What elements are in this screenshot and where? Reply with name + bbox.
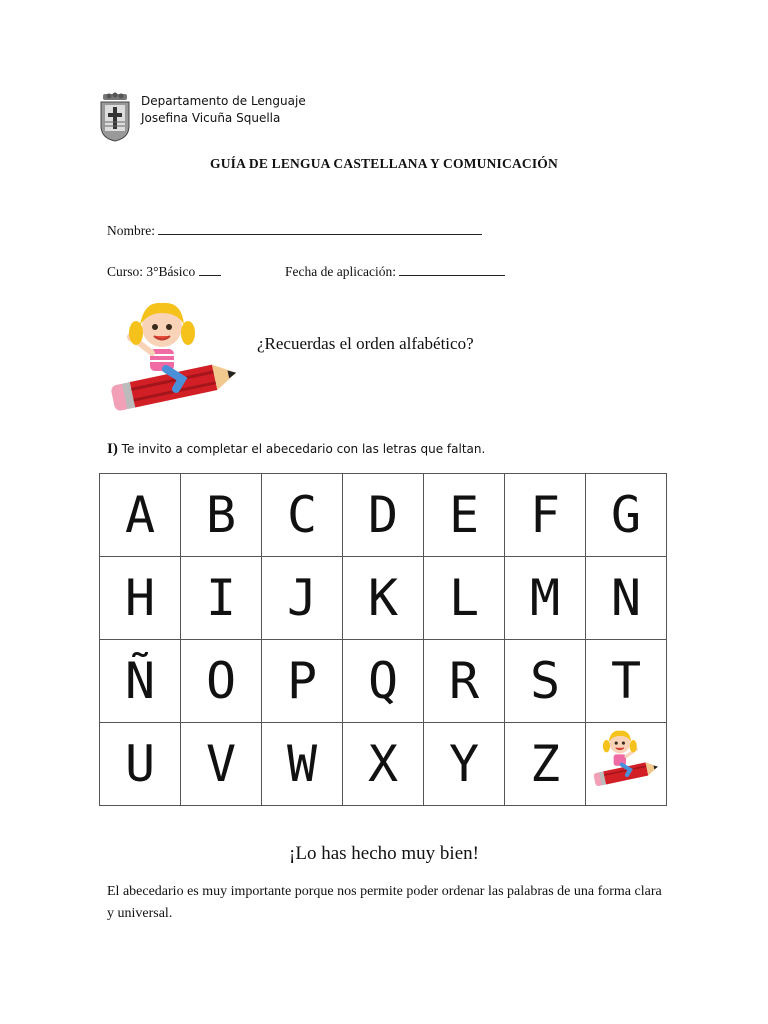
letter-cell[interactable]: V [181, 723, 262, 806]
letter-cell[interactable]: L [424, 557, 505, 640]
letter-cell[interactable]: K [343, 557, 424, 640]
date-label: Fecha de aplicación: [285, 264, 396, 279]
teacher-name: Josefina Vicuña Squella [141, 111, 281, 125]
alphabet-grid [99, 473, 667, 806]
alphabet-row [100, 557, 667, 640]
letter-cell[interactable]: W [262, 723, 343, 806]
course-label: Curso: 3°Básico [107, 264, 196, 279]
department-name: Departamento de Lenguaje [141, 94, 306, 108]
name-field[interactable] [107, 222, 482, 239]
letter-cell[interactable]: R [424, 640, 505, 723]
alphabet-row [100, 474, 667, 557]
letter-cell[interactable]: E [424, 474, 505, 557]
date-blank[interactable] [399, 263, 505, 276]
letter-cell[interactable]: A [100, 474, 181, 557]
girl-riding-pencil-icon [590, 725, 662, 791]
letter-cell[interactable]: C [262, 474, 343, 557]
letter-cell[interactable]: M [505, 557, 586, 640]
instruction-text: Te invito a completar el abecedario con las letras que faltan. [121, 442, 486, 456]
name-label: Nombre: [107, 223, 155, 238]
name-blank[interactable] [158, 222, 482, 235]
letter-cell[interactable]: P [262, 640, 343, 723]
praise-message: ¡Lo has hecho muy bien! [289, 843, 479, 864]
course-blank[interactable] [199, 263, 221, 276]
letter-cell[interactable]: I [181, 557, 262, 640]
letter-cell[interactable]: O [181, 640, 262, 723]
girl-riding-pencil-icon [104, 293, 244, 419]
letter-cell[interactable]: X [343, 723, 424, 806]
letter-cell[interactable]: T [586, 640, 667, 723]
document-title: GUÍA DE LENGUA CASTELLANA Y COMUNICACIÓN [210, 156, 558, 171]
letter-cell[interactable]: U [100, 723, 181, 806]
illustration-cell [586, 723, 667, 806]
instruction [107, 441, 485, 458]
alphabet-row [100, 640, 667, 723]
letter-cell[interactable]: N [586, 557, 667, 640]
letter-cell[interactable]: G [586, 474, 667, 557]
letter-cell[interactable]: D [343, 474, 424, 557]
letter-cell[interactable]: Q [343, 640, 424, 723]
letter-cell[interactable]: Y [424, 723, 505, 806]
letter-cell[interactable]: Z [505, 723, 586, 806]
letter-cell[interactable]: J [262, 557, 343, 640]
closing-paragraph: El abecedario es muy importante porque nos permite poder ordenar las palabras de una forma clara y universal. [107, 884, 662, 921]
course-field[interactable] [107, 263, 221, 280]
letter-cell[interactable]: Ñ [100, 640, 181, 723]
letter-cell[interactable]: F [505, 474, 586, 557]
school-crest-icon [99, 92, 131, 142]
date-field[interactable] [285, 263, 505, 280]
letter-cell[interactable]: H [100, 557, 181, 640]
letter-cell[interactable]: B [181, 474, 262, 557]
alphabet-row [100, 723, 667, 806]
header-block [141, 93, 306, 127]
question-heading: ¿Recuerdas el orden alfabético? [257, 334, 474, 353]
letter-cell[interactable]: S [505, 640, 586, 723]
instruction-number: I) [107, 441, 118, 457]
